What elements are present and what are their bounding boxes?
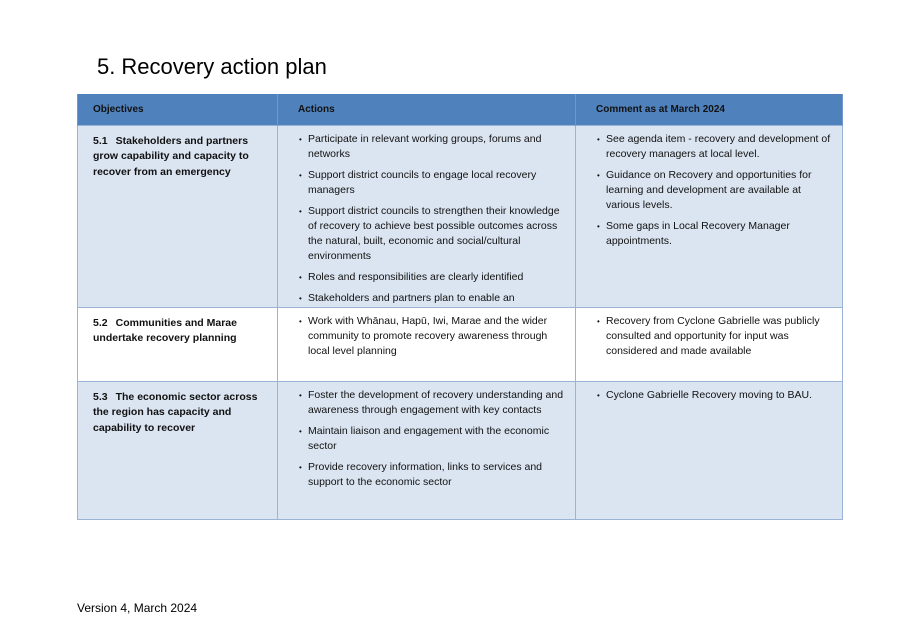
list-item: • Work with Whānau, Hapū, Iwi, Marae and the wider community to promote recovery awareness through local level planning xyxy=(300,314,565,359)
section-title: Recovery action plan xyxy=(121,54,327,79)
table-header-row xyxy=(78,94,843,126)
list-item: • See agenda item - recovery and development of recovery managers at local level. xyxy=(598,132,832,162)
list-item: • Roles and responsibilities are clearly identified xyxy=(300,270,565,285)
actions-cell xyxy=(278,126,576,308)
list-item: • Cyclone Gabrielle Recovery moving to BAU. xyxy=(598,388,832,403)
header-objectives: Objectives xyxy=(78,94,278,126)
comment-cell xyxy=(576,126,843,308)
actions-list xyxy=(278,126,575,306)
list-item: • Recovery from Cyclone Gabrielle was publicly consulted and opportunity for input was considered and made available xyxy=(598,314,832,359)
objective-cell xyxy=(78,308,278,382)
comments-list xyxy=(576,382,842,403)
header-comment: Comment as at March 2024 xyxy=(576,94,843,126)
comment-cell xyxy=(576,382,843,520)
footer-version: Version 4, March 2024 xyxy=(77,601,198,615)
objective-text: 5.1 Stakeholders and partners grow capability and capacity to recover from an emergency xyxy=(93,135,249,178)
comments-list xyxy=(576,126,842,249)
actions-list xyxy=(278,308,575,359)
recovery-action-plan-table xyxy=(77,94,843,520)
list-item: • Stakeholders and partners plan to enable an xyxy=(300,291,565,306)
objective-cell xyxy=(78,126,278,308)
list-item: • Provide recovery information, links to services and support to the economic sector xyxy=(300,460,565,490)
list-item: • Foster the development of recovery understanding and awareness through engagement with key contacts xyxy=(300,388,565,418)
table-row xyxy=(78,126,843,308)
list-item: • Maintain liaison and engagement with the economic sector xyxy=(300,424,565,454)
actions-cell xyxy=(278,308,576,382)
list-item: • Support district councils to strengthen their knowledge of recovery to achieve best possible outcomes across the natural, built, economic and social/cultural environments xyxy=(300,204,565,264)
list-item: • Some gaps in Local Recovery Manager appointments. xyxy=(598,219,832,249)
page-title xyxy=(97,53,327,81)
actions-cell xyxy=(278,382,576,520)
table-row xyxy=(78,308,843,382)
header-actions: Actions xyxy=(278,94,576,126)
section-number: 5. xyxy=(97,54,116,79)
objective-cell xyxy=(78,382,278,520)
objective-text: 5.2 Communities and Marae undertake recovery planning xyxy=(93,317,237,345)
table-row xyxy=(78,382,843,520)
objective-text: 5.3 The economic sector across the region has capacity and capability to recover xyxy=(93,391,258,434)
list-item: • Support district councils to engage local recovery managers xyxy=(300,168,565,198)
list-item: • Guidance on Recovery and opportunities for learning and development are available at various levels. xyxy=(598,168,832,213)
actions-list xyxy=(278,382,575,490)
list-item: • Participate in relevant working groups, forums and networks xyxy=(300,132,565,162)
comment-cell xyxy=(576,308,843,382)
comments-list xyxy=(576,308,842,359)
